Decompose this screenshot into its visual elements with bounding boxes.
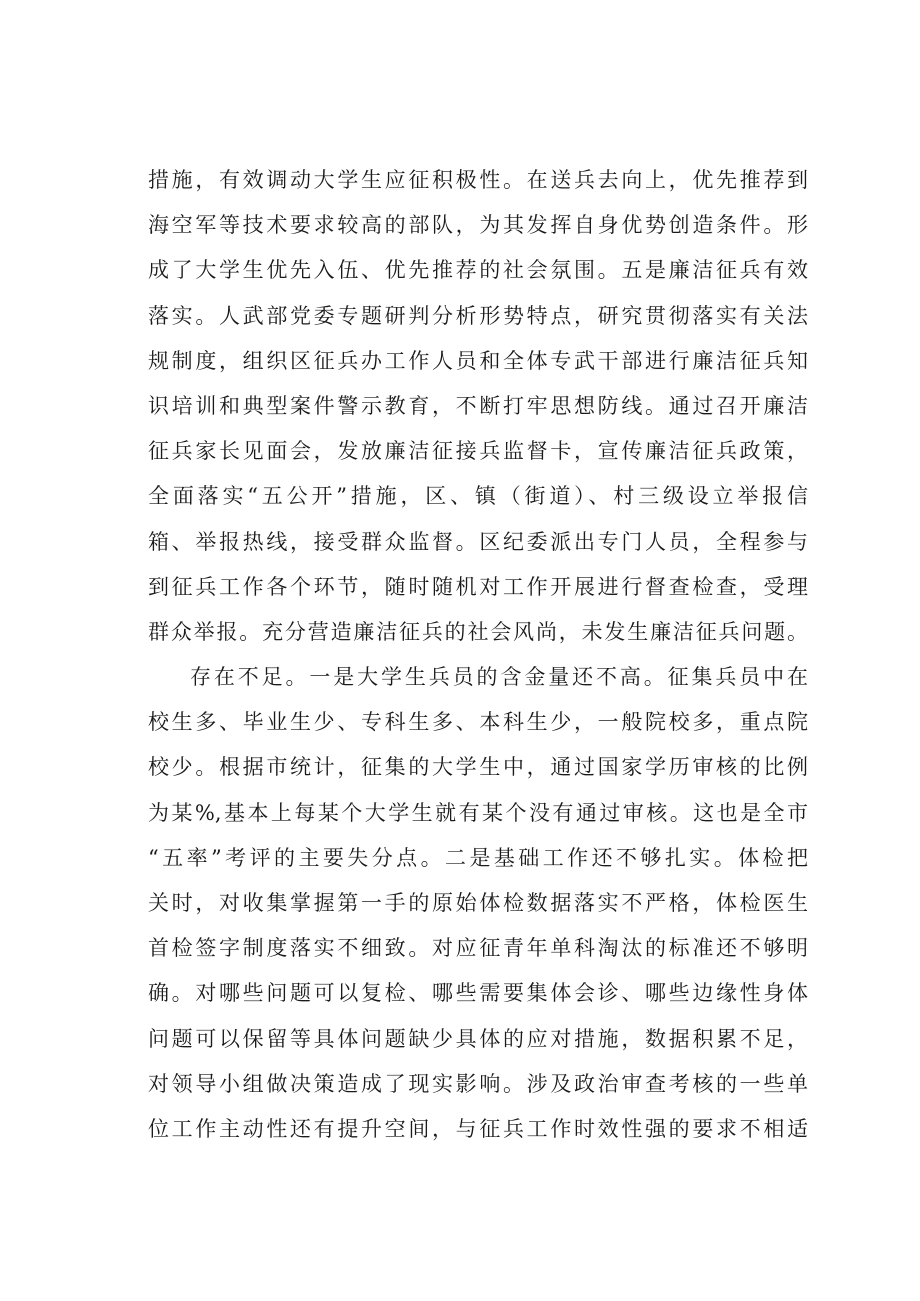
text-line: 征兵家长见面会，发放廉洁征接兵监督卡，宣传廉洁征兵政策， <box>148 439 808 464</box>
text-line: 关时，对收集掌握第一手的原始体检数据落实不严格，体检医生 <box>148 891 808 915</box>
paragraph-1 <box>148 158 808 655</box>
text-line: 确。对哪些问题可以复检、哪些需要集体会诊、哪些边缘性身体 <box>148 981 808 1006</box>
text-line: “五率”考评的主要失分点。二是基础工作还不够扎实。体检把 <box>148 845 808 870</box>
text-line: 为某%,基本上每某个大学生就有某个没有通过审核。这也是全市 <box>148 800 808 825</box>
text-line: 箱、举报热线，接受群众监督。区纪委派出专门人员，全程参与 <box>148 529 808 554</box>
text-line: 到征兵工作各个环节，随时随机对工作开展进行督查检查，受理 <box>148 574 808 599</box>
text-line: 问题可以保留等具体问题缺少具体的应对措施，数据积累不足， <box>148 1026 808 1051</box>
text-line: 措施，有效调动大学生应征积极性。在送兵去向上，优先推荐到 <box>148 168 808 192</box>
text-line: 群众举报。充分营造廉洁征兵的社会风尚，未发生廉洁征兵问题。 <box>148 619 808 644</box>
text-line: 识培训和典型案件警示教育，不断打牢思想防线。通过召开廉洁 <box>148 393 808 418</box>
text-line: 校生多、毕业生少、专科生多、本科生少，一般院校多，重点院 <box>148 710 808 735</box>
text-line: 存在不足。一是大学生兵员的含金量还不高。征集兵员中在 <box>190 665 808 690</box>
text-line: 海空军等技术要求较高的部队，为其发挥自身优势创造条件。形 <box>148 213 808 238</box>
text-line: 首检签字制度落实不细致。对应征青年单科淘汰的标准还不够明 <box>148 936 808 961</box>
text-line: 规制度，组织区征兵办工作人员和全体专武干部进行廉洁征兵知 <box>148 348 808 373</box>
text-line: 全面落实“五公开”措施，区、镇（街道）、村三级设立举报信 <box>148 484 808 509</box>
text-line: 落实。人武部党委专题研判分析形势特点，研究贯彻落实有关法 <box>148 303 808 328</box>
paragraph-2 <box>148 655 808 1152</box>
text-line: 校少。根据市统计，征集的大学生中，通过国家学历审核的比例 <box>148 755 808 780</box>
text-line: 位工作主动性还有提升空间，与征兵工作时效性强的要求不相适 <box>148 1116 808 1141</box>
text-line: 对领导小组做决策造成了现实影响。涉及政治审查考核的一些单 <box>148 1071 808 1096</box>
document-body <box>148 158 808 1152</box>
text-line: 成了大学生优先入伍、优先推荐的社会氛围。五是廉洁征兵有效 <box>148 258 808 283</box>
